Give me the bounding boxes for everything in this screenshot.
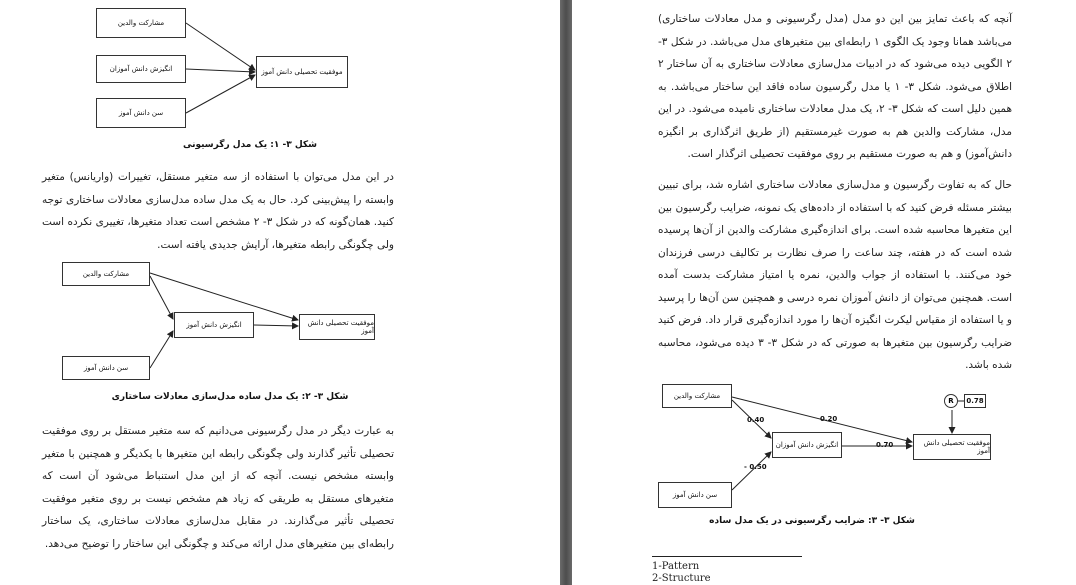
fig3-arrows xyxy=(572,0,1076,585)
residual-value: 0.78 xyxy=(964,394,986,408)
fig1-box-achievement: موفقیت تحصیلی دانش آموز xyxy=(256,56,348,88)
fig1-box-age: سن دانش آموز xyxy=(96,98,186,128)
footnote-rule xyxy=(652,556,802,557)
fig2-box-age: سن دانش آموز xyxy=(62,356,150,380)
fig1-box-motivation: انگیزش دانش آموزان xyxy=(96,55,186,83)
footnote-1: 1-Pattern xyxy=(652,561,700,572)
coef-parents-motivation: 0.40 xyxy=(747,416,765,424)
fig3-box-parents: مشارکت والدین xyxy=(662,384,732,408)
fig2-box-parents: مشارکت والدین xyxy=(62,262,150,286)
right-paragraph-2: حال که به تفاوت رگرسیون و مدل‌سازی معادلات ساختاری اشاره شد، برای تبیین بیشتر مسئله فرض کنید که با استفاده از داده‌های یک نمونه، ضرایب رگرسیون بین این متغیرها محاسبه شده است. برای اندازه‌گیری مشارکت والدین از آن‌ها پرسیده شده است که در هفته، چند ساعت را صرف نظارت بر تکالیف درسی فرزندان خود می‌کنند. با استفاده از جواب والدین، نمره یا امتیاز مشارکت بدست آمده است. همچنین می‌توان از دانش آموزان نمره درسی و همچنین سن آن‌ها را پرسید و یا استفاده از مقیاس لیکرت انگیزه آن‌ها را مورد اندازه‌گیری قرار داد. فرض کنید ضرایب رگرسیون بین متغیرها به صورتی که در شکل ۳- ۳ دیده می‌شود، محاسبه شده باشد. xyxy=(658,179,1012,371)
fig1-box-parents: مشارکت والدین xyxy=(96,8,186,38)
fig3-box-motivation: انگیزش دانش آموزان xyxy=(772,432,842,458)
coef-age-motivation: - 0.50 xyxy=(744,463,767,471)
fig3-caption: شکل ۳- ۳: ضرایب رگرسیونی در یک مدل ساده xyxy=(709,516,915,526)
fig1-caption: شکل ۳- ۱: یک مدل رگرسیونی xyxy=(183,140,317,150)
coef-motivation-achievement: 0.70 xyxy=(876,441,894,449)
page-gutter xyxy=(560,0,572,585)
right-page xyxy=(572,0,1076,585)
fig2-caption: شکل ۳- ۲: یک مدل ساده مدل‌سازی معادلات ساختاری xyxy=(111,392,349,402)
coef-parents-achievement: 0.20 xyxy=(820,415,838,423)
fig3-box-achievement: موفقیت تحصیلی دانش آموز xyxy=(913,434,991,460)
residual-circle: R xyxy=(944,394,958,408)
fig2-box-achievement: موفقیت تحصیلی دانش آموز xyxy=(299,314,375,340)
fig2-box-motivation: انگیزش دانش آموز xyxy=(174,312,254,338)
right-paragraph-1: آنچه که باعث تمایز بین این دو مدل (مدل رگرسیونی و مدل معادلات ساختاری) می‌باشد همانا وجود یک الگوی ۱ رابطه‌ای بین متغیرهای مدل می‌باشد. در شکل ۳- ۲ الگویی دیده می‌شود که در ادبیات مدل‌سازی معادلات ساختاری به آن ساختار ۲ اطلاق می‌شود. شکل ۳- ۱ یا مدل رگرسیون ساده فاقد این ساختار می‌باشد. به همین دلیل است که شکل ۳- ۲، یک مدل معادلات ساختاری نامیده می‌شود. در این مدل، مشارکت والدین هم به صورت غیرمستقیم (از طریق اثرگذاری بر انگیزه دانش‌آموز) و هم به صورت مستقیم بر روی موفقیت تحصیلی اثرگذار است. xyxy=(658,13,1012,160)
left-paragraph-2: به عبارت دیگر در مدل رگرسیونی می‌دانیم که سه متغیر مستقل بر روی موفقیت تحصیلی تأثیر گذارند ولی چگونگی رابطه این متغیرها با یکدیگر و همچنین با متغیر وابسته مشخص نیست. آنچه که از این مدل استنباط می‌شود آن است که متغیرهای مستقل به طریقی که زیاد هم مشخص نیست بر روی متغیر موفقیت تحصیلی تأثیر می‌گذارند. در مقابل مدل‌سازی معادلات ساختاری، یک ساختار رابطه‌ای بین متغیرهای مدل ارائه می‌کند و چگونگی این ساختار را توضیح می‌دهد. xyxy=(42,425,394,550)
footnote-2: 2-Structure xyxy=(652,573,711,584)
left-paragraph-1: در این مدل می‌توان با استفاده از سه متغیر مستقل، تغییرات (واریانس) متغیر وابسته را پیش‌بینی کرد. حال به یک مدل ساده مدل‌سازی معادلات ساختاری توجه کنید. همان‌گونه که در شکل ۳- ۲ مشخص است تعداد متغیرها، تغییری نکرده است ولی چگونگی رابطه متغیرها، آرایش جدیدی یافته است. xyxy=(42,171,394,251)
fig3-box-age: سن دانش آموز xyxy=(658,482,732,508)
